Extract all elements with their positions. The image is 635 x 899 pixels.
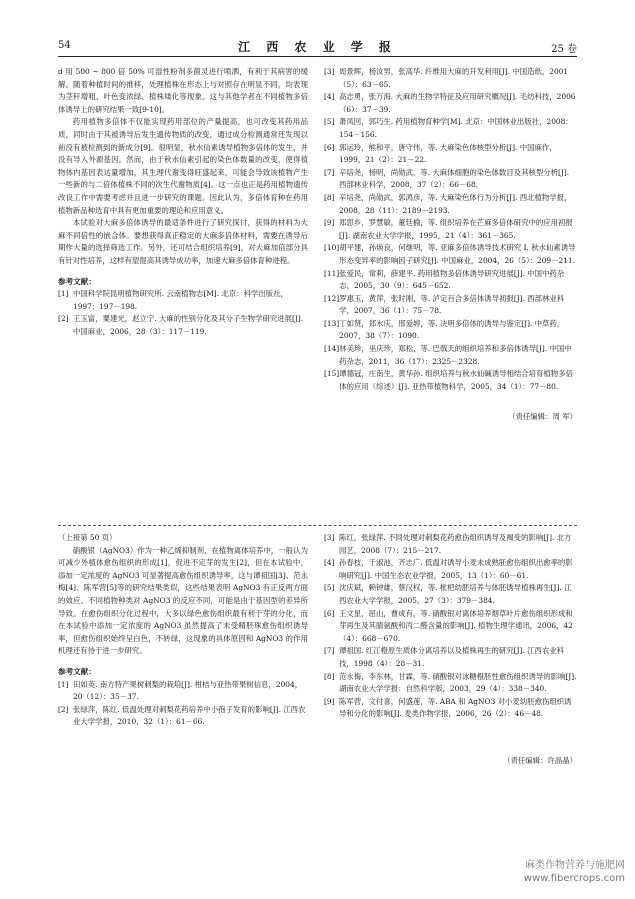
- reference-text: 郭运玲，熊和平，唐守伟，等. 大麻染色体核型分析[J]. 中国麻作，1999，21（2）：21－22.: [339, 142, 557, 165]
- reference-entry: [58, 313, 308, 338]
- reference-text: 郑思乡，罗慧敏，董廷榆，等. 组织培养在芒麻多倍体研究中的应用初报[J]. 湖南农业大学学报，1995，21（4）：361－365.: [339, 218, 573, 240]
- body-paragraph: d 用 500 ~ 800 倍 50% 可湿性粉剂多菌灵进行喷洒，有利于其病害的缓解。随着种植时间的推移，处理植株在形态上与对照存在明显不同，均表现为茎秆增粗、叶色变浓绿、植株矮化等现象。这与其他学者在不同植物多倍体诱导上的研究结果一致[9-10]。: [58, 67, 308, 114]
- reference-number: [3]: [324, 67, 335, 76]
- reference-entry: [58, 288, 308, 313]
- reference-text: 王玉富，粟建光，赵立宁. 大麻的性别分化及其分子生物学研究进展[J]. 中国麻业，2006，28（3）：117－119.: [73, 314, 304, 336]
- top-left-column: [58, 66, 308, 338]
- reference-entry: [324, 671, 577, 696]
- watermark: [524, 859, 625, 885]
- editor-note: （责任编辑：周 军）: [508, 412, 577, 422]
- references-heading: 参考文献：: [58, 276, 96, 286]
- body-paragraph: 硝酸银（AgNO3）作为一种乙烯抑制剂，在植物离体培养中，一般认为可减少外植体愈伤组织的形成[1]，促进不定芽的发生[2]，但在本试验中，添加一定浓度的 AgNO3 可显著提高愈伤组织诱导率，这与谭祖国[3]、范永梅[4]、陈军营[5]等的研究结果类似，这些结果表明 AgNO3 有正反两方面的效应。不同植物种类对 AgNO3 的反应不同，可能是由于基因型的差异所导致。在愈伤组织分化过程中，大多以绿色愈伤组织最有利于芽的分化，而在本试验中添加一定浓度的 AgNO3 虽然提高了未受精胚珠愈伤组织诱导率，但愈伤组织始终呈白色，不转绿，这现象的具体原因和 AgNO3 的作用机理还有待于进一步研究。: [58, 545, 308, 656]
- editor-note: （责任编辑：许晶晶）: [503, 755, 577, 765]
- reference-entry: [324, 293, 577, 318]
- reference-entry: [58, 704, 308, 729]
- reference-text: 张绿萍，陈红. 低温处理对刺梨花药培养中小孢子发育的影响[J]. 江西农业大学学报，2010，32（1）：61－66.: [73, 704, 306, 727]
- reference-text: 罗惠玉，黄萍，张时刚，等. 泸定百合多倍体诱导初报[J]. 西部林业科学，2007，36（1）：75－78.: [339, 293, 565, 316]
- reference-number: [8]: [324, 671, 335, 681]
- reference-entry: [324, 696, 577, 721]
- reference-text: 胡平建，孙焕良，何继明，等. 亚麻多倍体诱导技术研究 I. 秋水仙素诱导形态变异率的影响因子研究[J]. 中国麻业，2004，26（5）：209－211.: [339, 243, 576, 265]
- reference-text: 张爱民，常莉，薛建平. 药用植物多倍体诱导研究进展[J]. 中国中药杂志，2005，30（9）：645－652.: [339, 268, 565, 291]
- reference-entry: [324, 343, 577, 368]
- reference-entry: [324, 268, 577, 293]
- reference-entry: [324, 116, 577, 141]
- reference-text: 辛培尧，尚勋武，郭鸿彦，等. 大麻染色体行为分析[J]. 西北植物学报，2008，28（11）：2189－2193.: [339, 192, 572, 215]
- top-right-column: [324, 66, 577, 424]
- reference-text: 陈红，张绿萍. 不同处理对刺梨花药愈伤组织诱导及褐变的影响[J]. 北方园艺，2008（7）：215－217.: [339, 533, 572, 555]
- references-heading: 参考文献：: [58, 666, 96, 676]
- reference-text: 范永梅，李东林，甘霖，等. 硝酸银对冰糖橙胚性愈伤组织诱导的影响[J]. 湖南农业大学学报：自然科学版，2003，29（4）：338－340.: [339, 671, 577, 694]
- reference-number: [11]: [324, 268, 340, 278]
- reference-text: 丁如贤，郑水庆，邢爱婷，等. 决明多倍体的诱导与鉴定[J]. 中草药，2007，38（7）：1090.: [339, 318, 565, 341]
- reference-entry: [324, 368, 577, 393]
- reference-number: [8]: [324, 192, 335, 202]
- reference-number: [2]: [58, 704, 69, 714]
- reference-text: 萧凤回，郭巧生. 药用植物育种学[M]. 北京：中国林业出版社，2008：154－156.: [339, 117, 573, 139]
- reference-entry: [324, 557, 577, 582]
- reference-entry: [58, 679, 308, 704]
- reference-text: 中国科学院昆明植物研究所. 云南植物志[M]. 北京：科学出版社，1997：197－198.: [73, 289, 288, 311]
- watermark-line: 麻类作物营养与施肥网: [525, 860, 625, 871]
- reference-text: 林美珍，巫庆珍，郑松，等. 巴戟天的组织培养和多倍体诱导[J]. 中国中药杂志，2011，36（17）：2325－2328.: [339, 344, 572, 366]
- reference-number: [1]: [58, 679, 69, 689]
- reference-entry: [324, 66, 577, 91]
- body-paragraph: 药用植物多倍体不仅能实现药用部位的产量提高，也可改变其药用品质，同时由于其被诱导后发生遗传物质的改变，通过成分检测通常还发现以前没有被检测到的新成分[9]。很明显，秋水仙素诱导植物多倍体的发生，并没有导入外源基因。然而，由于秋水仙素引起的染色体数量的改变，使得植物体内基因表达量增加，其生理代谢变得旺盛起来，可能会导致该植物产生一些新的与二倍体植株不同的次生代谢物质[4]。这一点也正是药用植物遗传改良工作中需要考虑并且进一步研究的课题。因此认为，多倍体育种在药用植物新品种选育中具有更加重要的理论和应用意义。: [58, 117, 308, 215]
- reference-number: [5]: [324, 117, 335, 127]
- reference-text: 谭祖国. 红江橙原生质体分离培养以及植株再生的研究[J]. 江西农业科技，1998（4）：28－31.: [339, 646, 565, 668]
- reference-number: [14]: [324, 344, 340, 354]
- reference-text: 孙春枝，于淑池，齐志广. 低温对诱导小麦未成熟胚愈伤组织出愈率的影响研究[J]. 中国生态农业学报，2005，13（1）：60－61.: [339, 558, 573, 580]
- running-header: [58, 38, 577, 57]
- reference-number: [7]: [324, 167, 335, 177]
- reference-text: 周景辉，杨汝男，张高华. 纤维用大麻的开发利用[J]. 中国造纸，2001（5）：63－65.: [339, 67, 569, 89]
- reference-number: [9]: [324, 696, 335, 706]
- reference-entry: [324, 167, 577, 192]
- reference-entry: [324, 142, 577, 167]
- volume-label: 25 卷: [551, 44, 577, 55]
- page-number: 54: [58, 40, 71, 51]
- reference-number: [1]: [58, 289, 69, 299]
- reference-entry: [324, 582, 577, 607]
- reference-entry: [324, 645, 577, 670]
- reference-entry: [324, 242, 577, 267]
- reference-number: [10]: [324, 243, 340, 253]
- reference-text: 田如英. 南方特产果树刺梨的栽培[J]. 柑桔与亚热带果树信息，2004，20（12）：35－37.: [73, 679, 303, 702]
- reference-number: [5]: [324, 583, 335, 593]
- reference-entry: [324, 608, 577, 646]
- journal-title: 江 西 农 业 学 报: [238, 40, 397, 54]
- reference-number: [6]: [324, 142, 335, 152]
- reference-number: [12]: [324, 293, 340, 303]
- reference-entry: [324, 532, 577, 557]
- reference-number: [2]: [58, 314, 69, 324]
- bottom-right-column: [324, 532, 577, 768]
- reference-entry: [324, 91, 577, 116]
- reference-text: 王文星，屈山，曹成有，等. 硝酸银对离体培养烟草叶片愈伤组织形成和芽再生及其腈氨酸和丙二醛含量的影响[J]. 植物生理学通讯，2006，42（4）：668－670.: [339, 608, 573, 643]
- continued-note: （上接第 50 页）: [58, 533, 117, 542]
- reference-number: [15]: [324, 369, 340, 379]
- reference-number: [7]: [324, 646, 335, 656]
- reference-number: [4]: [324, 558, 335, 568]
- reference-text: 高志勇，张万海. 大麻的生物学特征及应用研究概况[J]. 毛纺科技，2006（6）：37－39.: [339, 92, 576, 114]
- section-divider: [58, 525, 577, 526]
- reference-entry: [324, 192, 577, 217]
- reference-number: [9]: [324, 218, 335, 228]
- reference-entry: [324, 318, 577, 343]
- body-paragraph: 本试验对大麻多倍体诱导的最适条件进行了研究探讨，获得的材料为大麻不同倍性的嵌合体。要想获得真正稳定的大麻多倍体材料，需要在诱导后期作大量的选择筛选工作。另外，还可结合组织培养[9]，对大麻加倍部分具有针对性培养，这样有望提高其诱导成功率，加速大麻多倍体育种进程。: [58, 218, 308, 265]
- watermark-line: www.fibercrops.com: [523, 873, 625, 884]
- bottom-left-column: [58, 532, 308, 729]
- reference-number: [6]: [324, 608, 335, 618]
- reference-text: 辛培尧，杨明，尚勋武，等. 大麻体细胞的染色体数目及其核型分析[J]. 西部林业科学，2008，37（2）：66－68.: [339, 167, 570, 190]
- reference-entry: [324, 217, 577, 242]
- reference-text: 沈庆斌，赖钟雄，蔡汉权，等. 枇杷幼胚培养与体胚诱导植株再生[J]. 江西农业大学学报，2005，27（3）：379－384.: [339, 583, 572, 605]
- reference-number: [4]: [324, 92, 335, 102]
- reference-number: [3]: [324, 533, 335, 542]
- reference-number: [13]: [324, 318, 340, 328]
- reference-text: 谭德冠，庄南生，黄华孙. 组织培养与秋水仙碱诱导相结合培育植物多倍体的应用（综述）[J]. 亚热带植物科学，2005，34（1）：77－80.: [339, 369, 573, 391]
- reference-text: 陈军营，文付喜，何盛莲，等. ABA 和 AgNO3 对小麦幼胚愈伤组织诱导和分化的影响[J]. 麦类作物学报，2006，26（2）：46－48.: [339, 696, 572, 719]
